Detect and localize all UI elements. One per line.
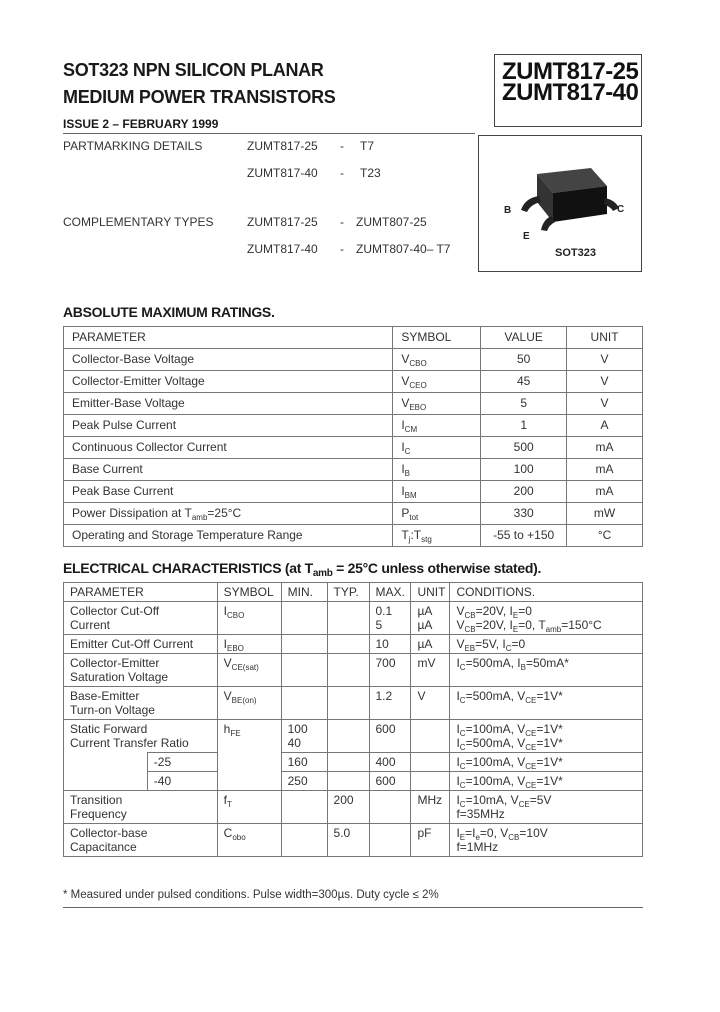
- ec-typ: [327, 720, 369, 753]
- pin-b-label: B: [504, 205, 512, 216]
- ec-min: [281, 654, 327, 687]
- amr-unit: A: [567, 415, 643, 437]
- ec-row-cobo: [64, 824, 643, 857]
- ec-grade-label: -40: [147, 772, 217, 791]
- partmarking-code-2: T23: [360, 166, 381, 180]
- amr-param: Collector-Base Voltage: [64, 349, 393, 371]
- pin-c-label: C: [617, 204, 625, 215]
- ec-typ: [327, 635, 369, 654]
- header-divider: [63, 133, 475, 134]
- amr-row: [64, 349, 643, 371]
- ec-col-unit: UNIT: [411, 583, 450, 602]
- ec-typ: 200: [327, 791, 369, 824]
- ec-table: [63, 582, 643, 857]
- title-line-2: MEDIUM POWER TRANSISTORS: [63, 87, 336, 107]
- amr-row: [64, 459, 643, 481]
- ec-unit: [411, 772, 450, 791]
- amr-value: 45: [481, 371, 567, 393]
- ec-conditions: $I_C=100mA$, $V_{CE}=1V*$: [450, 772, 643, 791]
- ec-unit: [411, 753, 450, 772]
- ec-typ: [327, 654, 369, 687]
- ec-param: Base-Emitter Turn-on Voltage: [64, 687, 218, 720]
- amr-param: Emitter-Base Voltage: [64, 393, 393, 415]
- ec-row-icbo: [64, 602, 643, 635]
- ec-conditions: $I_C=10mA$, $V_{CE}=5V$ f=35MHz: [450, 791, 643, 824]
- amr-header-row: [64, 327, 643, 349]
- ec-unit: V: [411, 687, 450, 720]
- ec-min: [281, 687, 327, 720]
- ec-row-ft: [64, 791, 643, 824]
- amr-symbol: $T_j:T_{stg}$: [393, 525, 481, 547]
- package-drawing-box: [478, 135, 642, 272]
- amr-param: Base Current: [64, 459, 393, 481]
- pin-e-label: E: [523, 231, 530, 242]
- part-number-box: [494, 54, 642, 127]
- ec-col-conditions: CONDITIONS.: [450, 583, 643, 602]
- ec-unit: pF: [411, 824, 450, 857]
- amr-param: Power Dissipation at $T_{amb}=25^\circ C$: [64, 503, 393, 525]
- ec-param-blank: [64, 772, 148, 791]
- amr-symbol: $I_B$: [393, 459, 481, 481]
- amr-symbol: $I_C$: [393, 437, 481, 459]
- ec-heading: ELECTRICAL CHARACTERISTICS (at $T_{amb} = 25^\circ C$ unless otherwise stated).: [63, 560, 542, 579]
- ec-min: [281, 824, 327, 857]
- amr-param: Continuous Collector Current: [64, 437, 393, 459]
- ec-col-max: MAX.: [369, 583, 411, 602]
- ec-min: 250: [281, 772, 327, 791]
- ec-min: [281, 602, 327, 635]
- ec-param: Transition Frequency: [64, 791, 218, 824]
- amr-unit: V: [567, 371, 643, 393]
- amr-value: 1: [481, 415, 567, 437]
- ec-symbol: [217, 772, 281, 791]
- partmarking-label: PARTMARKING DETAILS: [63, 139, 203, 153]
- ec-col-symbol: SYMBOL: [217, 583, 281, 602]
- ec-param: Emitter Cut-Off Current: [64, 635, 218, 654]
- amr-symbol: $I_{CM}$: [393, 415, 481, 437]
- ec-max: 600: [369, 720, 411, 753]
- ec-typ: [327, 602, 369, 635]
- ec-symbol: $I_{EBO}$: [217, 635, 281, 654]
- complementary-part-1: ZUMT817-25: [247, 215, 318, 229]
- ec-max: [369, 824, 411, 857]
- amr-symbol: $V_{EBO}$: [393, 393, 481, 415]
- amr-heading: ABSOLUTE MAXIMUM RATINGS.: [63, 304, 275, 320]
- ec-min: 100 40: [281, 720, 327, 753]
- package-label: SOT323: [555, 247, 596, 259]
- partmarking-dash-2: -: [340, 166, 344, 180]
- ec-row-hfe: [64, 720, 643, 753]
- amr-unit: mA: [567, 459, 643, 481]
- footnote: * Measured under pulsed conditions. Pulse width=300µs. Duty cycle ≤ 2%: [63, 889, 439, 901]
- ec-symbol: $V_{CE(sat)}$: [217, 654, 281, 687]
- title-line-1: SOT323 NPN SILICON PLANAR: [63, 60, 324, 80]
- ec-conditions: $I_C=100mA$, $V_{CE}=1V*$: [450, 753, 643, 772]
- ec-max: 10: [369, 635, 411, 654]
- ec-param: Static Forward Current Transfer Ratio: [64, 720, 218, 753]
- amr-table: [63, 326, 643, 547]
- ec-unit: [411, 720, 450, 753]
- ec-row-vcesat: [64, 654, 643, 687]
- ec-typ: [327, 687, 369, 720]
- ec-symbol: $I_{CBO}$: [217, 602, 281, 635]
- document-title: [63, 57, 335, 111]
- amr-value: 100: [481, 459, 567, 481]
- ec-col-min: MIN.: [281, 583, 327, 602]
- amr-value: 200: [481, 481, 567, 503]
- amr-col-symbol: SYMBOL: [393, 327, 481, 349]
- ec-max: [369, 791, 411, 824]
- ec-symbol: $C_{obo}$: [217, 824, 281, 857]
- ec-conditions: $V_{CB}=20V$, $I_E=0$ $V_{CB}=20V$, $I_E=0$, $T_{amb}=150^\circ C$: [450, 602, 643, 635]
- amr-value: -55 to +150: [481, 525, 567, 547]
- amr-value: 500: [481, 437, 567, 459]
- amr-value: 5: [481, 393, 567, 415]
- amr-row: [64, 481, 643, 503]
- ec-conditions: $I_C=500mA$, $V_{CE}=1V*$: [450, 687, 643, 720]
- partmarking-part-1: ZUMT817-25: [247, 139, 318, 153]
- ec-param: Collector Cut-Off Current: [64, 602, 218, 635]
- amr-row: [64, 437, 643, 459]
- amr-col-unit: UNIT: [567, 327, 643, 349]
- ec-unit: MHz: [411, 791, 450, 824]
- amr-param: Peak Pulse Current: [64, 415, 393, 437]
- partmarking-part-2: ZUMT817-40: [247, 166, 318, 180]
- ec-min: [281, 791, 327, 824]
- ec-max: 1.2: [369, 687, 411, 720]
- ec-max: 700: [369, 654, 411, 687]
- ec-col-typ: TYP.: [327, 583, 369, 602]
- amr-unit: V: [567, 349, 643, 371]
- ec-param-blank: [64, 753, 148, 772]
- ec-conditions: $I_E=I_e=0$, $V_{CB}=10V$ f=1MHz: [450, 824, 643, 857]
- amr-row: [64, 525, 643, 547]
- ec-row-hfe-25: [64, 753, 643, 772]
- ec-symbol: $V_{BE(on)}$: [217, 687, 281, 720]
- ec-param: Collector-Emitter Saturation Voltage: [64, 654, 218, 687]
- complementary-label: COMPLEMENTARY TYPES: [63, 215, 214, 229]
- complementary-comp-1: ZUMT807-25: [356, 215, 427, 229]
- amr-unit: V: [567, 393, 643, 415]
- ec-typ: 5.0: [327, 824, 369, 857]
- ec-typ: [327, 753, 369, 772]
- ec-unit: µA: [411, 635, 450, 654]
- ec-symbol: $h_{FE}$: [217, 720, 281, 753]
- amr-symbol: $V_{CBO}$: [393, 349, 481, 371]
- partmarking-dash-1: -: [340, 139, 344, 153]
- complementary-dash-2: -: [340, 242, 344, 256]
- ec-param: Collector-base Capacitance: [64, 824, 218, 857]
- ec-symbol: [217, 753, 281, 772]
- ec-symbol: $f_T$: [217, 791, 281, 824]
- amr-value: 330: [481, 503, 567, 525]
- amr-value: 50: [481, 349, 567, 371]
- complementary-dash-1: -: [340, 215, 344, 229]
- amr-param: Collector-Emitter Voltage: [64, 371, 393, 393]
- ec-min: [281, 635, 327, 654]
- complementary-part-2: ZUMT817-40: [247, 242, 318, 256]
- ec-max: 400: [369, 753, 411, 772]
- ec-max: 0.1 5: [369, 602, 411, 635]
- amr-param: Operating and Storage Temperature Range: [64, 525, 393, 547]
- amr-unit: mA: [567, 437, 643, 459]
- ec-typ: [327, 772, 369, 791]
- ec-row-vbeon: [64, 687, 643, 720]
- issue-line: ISSUE 2 – FEBRUARY 1999: [63, 117, 219, 131]
- amr-symbol: $V_{CEO}$: [393, 371, 481, 393]
- ec-conditions: $V_{EB}=5V$, $I_C=0$: [450, 635, 643, 654]
- amr-col-value: VALUE: [481, 327, 567, 349]
- ec-row-hfe-40: [64, 772, 643, 791]
- ec-grade-label: -25: [147, 753, 217, 772]
- amr-symbol: $I_{BM}$: [393, 481, 481, 503]
- ec-conditions: $I_C=100mA$, $V_{CE}=1V*$ $I_C=500mA$, $V_{CE}=1V*$: [450, 720, 643, 753]
- amr-row: [64, 415, 643, 437]
- ec-unit: µA µA: [411, 602, 450, 635]
- amr-symbol: $P_{tot}$: [393, 503, 481, 525]
- part-number-2: ZUMT817-40: [502, 79, 639, 106]
- part-number-1: ZUMT817-25: [502, 58, 639, 85]
- ec-max: 600: [369, 772, 411, 791]
- footer-divider: [63, 907, 643, 908]
- amr-row: [64, 503, 643, 525]
- amr-param: Peak Base Current: [64, 481, 393, 503]
- ec-conditions: $I_C=500mA$, $I_B=50mA*$: [450, 654, 643, 687]
- amr-row: [64, 371, 643, 393]
- sot323-package-icon: [479, 136, 641, 271]
- amr-unit: mW: [567, 503, 643, 525]
- amr-col-parameter: PARAMETER: [64, 327, 393, 349]
- amr-row: [64, 393, 643, 415]
- complementary-comp-2: ZUMT807-40– T7: [356, 242, 451, 256]
- amr-unit: mA: [567, 481, 643, 503]
- ec-col-parameter: PARAMETER: [64, 583, 218, 602]
- amr-unit: °C: [567, 525, 643, 547]
- ec-row-iebo: [64, 635, 643, 654]
- ec-unit: mV: [411, 654, 450, 687]
- partmarking-code-1: T7: [360, 139, 375, 153]
- ec-header-row: [64, 583, 643, 602]
- ec-min: 160: [281, 753, 327, 772]
